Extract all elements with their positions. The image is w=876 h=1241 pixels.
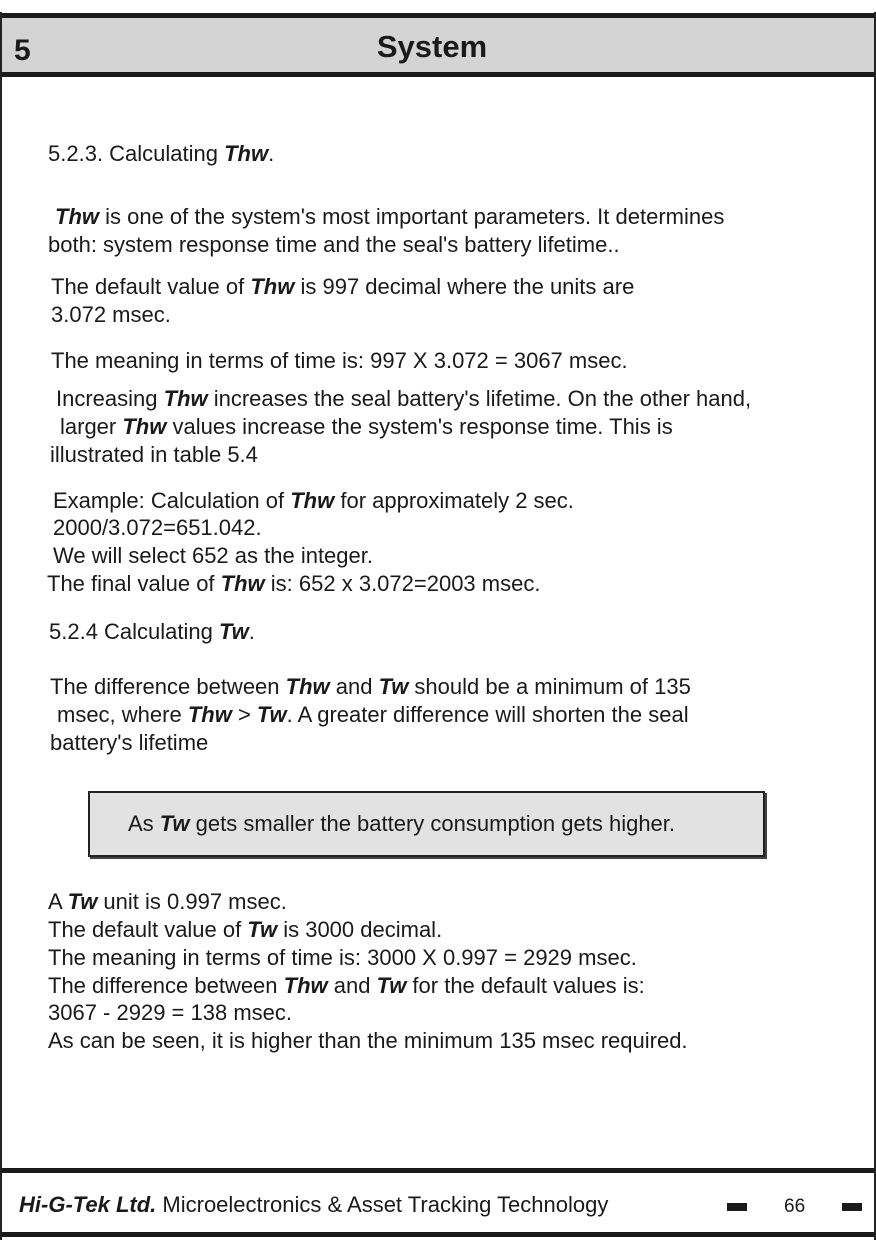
example-line4: The final value of Thw is: 652 x 3.072=2003 msec. (47, 571, 541, 596)
term-thw: Thw (122, 414, 167, 439)
footer-company (19, 1191, 608, 1219)
tw-unit-line: A Tw unit is 0.997 msec. (48, 889, 287, 914)
paragraph-increasing-line1: Increasing Thw increases the seal battery's lifetime. On the other hand, (56, 386, 752, 411)
paragraph-increasing-line2: larger Thw values increase the system's response time. This is (60, 414, 673, 439)
note-box (88, 791, 765, 857)
example-line2: 2000/3.072=651.042. (53, 515, 262, 540)
page-number: 66 (784, 1196, 806, 1217)
paragraph-meaning: The meaning in terms of time is: 997 X 3.072 = 3067 msec. (51, 348, 628, 373)
term-thw: Thw (283, 973, 328, 998)
term-thw: Thw (163, 386, 208, 411)
paragraph-thw-intro-line1: Thw is one of the system's most important parameters. It determines (55, 204, 725, 229)
term-thw: Thw (250, 274, 295, 299)
term-thw: Thw (220, 571, 265, 596)
term-thw: Thw (290, 488, 335, 513)
example-line3: We will select 652 as the integer. (53, 543, 373, 568)
paragraph-thw-intro-line2: both: system response time and the seal's battery lifetime.. (48, 232, 620, 257)
term-thw: Thw (55, 204, 99, 229)
note-text: As Tw gets smaller the battery consumption gets higher. (128, 811, 676, 836)
paragraph-difference-line3: battery's lifetime (50, 730, 209, 755)
paragraph-increasing-line3: illustrated in table 5.4 (50, 442, 258, 467)
section-heading-5-2-4: 5.2.4 Calculating Tw. (49, 619, 255, 644)
chapter-header (2, 13, 874, 77)
example-line1: Example: Calculation of Thw for approximately 2 sec. (53, 488, 574, 513)
tw-difference-line: The difference between Thw and Tw for the default values is: (48, 973, 645, 998)
paragraph-default-line2: 3.072 msec. (51, 302, 171, 327)
company-name: Hi-G-Tek Ltd. (19, 1192, 157, 1217)
term-thw: Thw (224, 141, 269, 166)
paragraph-difference-line2: msec, where Thw > Tw. A greater difference will shorten the seal (57, 702, 689, 727)
chapter-number: 5 (14, 34, 31, 67)
term-tw: Tw (378, 674, 409, 699)
section-heading-5-2-3: 5.2.3. Calculating Thw. (48, 141, 275, 166)
footer-rule-bottom (2, 1232, 874, 1237)
term-thw: Thw (187, 702, 232, 727)
chapter-title: System (376, 29, 488, 64)
term-tw: Tw (376, 973, 407, 998)
page-frame-left (0, 12, 2, 1240)
paragraph-default-line1: The default value of Thw is 997 decimal where the units are (51, 274, 635, 299)
term-thw: Thw (285, 674, 330, 699)
footer-dash-right (842, 1203, 862, 1211)
tw-default-line: The default value of Tw is 3000 decimal. (48, 917, 443, 942)
term-tw: Tw (159, 811, 190, 836)
footer-dash-left (727, 1203, 747, 1211)
company-tagline: Microelectronics & Asset Tracking Technology (156, 1192, 609, 1217)
tw-meaning-line: The meaning in terms of time is: 3000 X 0.997 = 2929 msec. (48, 945, 637, 970)
term-tw: Tw (67, 889, 98, 914)
term-tw: Tw (219, 619, 249, 644)
tw-calculation-line: 3067 - 2929 = 138 msec. (48, 1000, 292, 1025)
term-tw: Tw (256, 702, 287, 727)
tw-conclusion-line: As can be seen, it is higher than the minimum 135 msec required. (48, 1028, 688, 1053)
footer-rule-top (2, 1168, 874, 1173)
paragraph-difference-line1: The difference between Thw and Tw should be a minimum of 135 (50, 674, 691, 699)
term-tw: Tw (247, 917, 278, 942)
